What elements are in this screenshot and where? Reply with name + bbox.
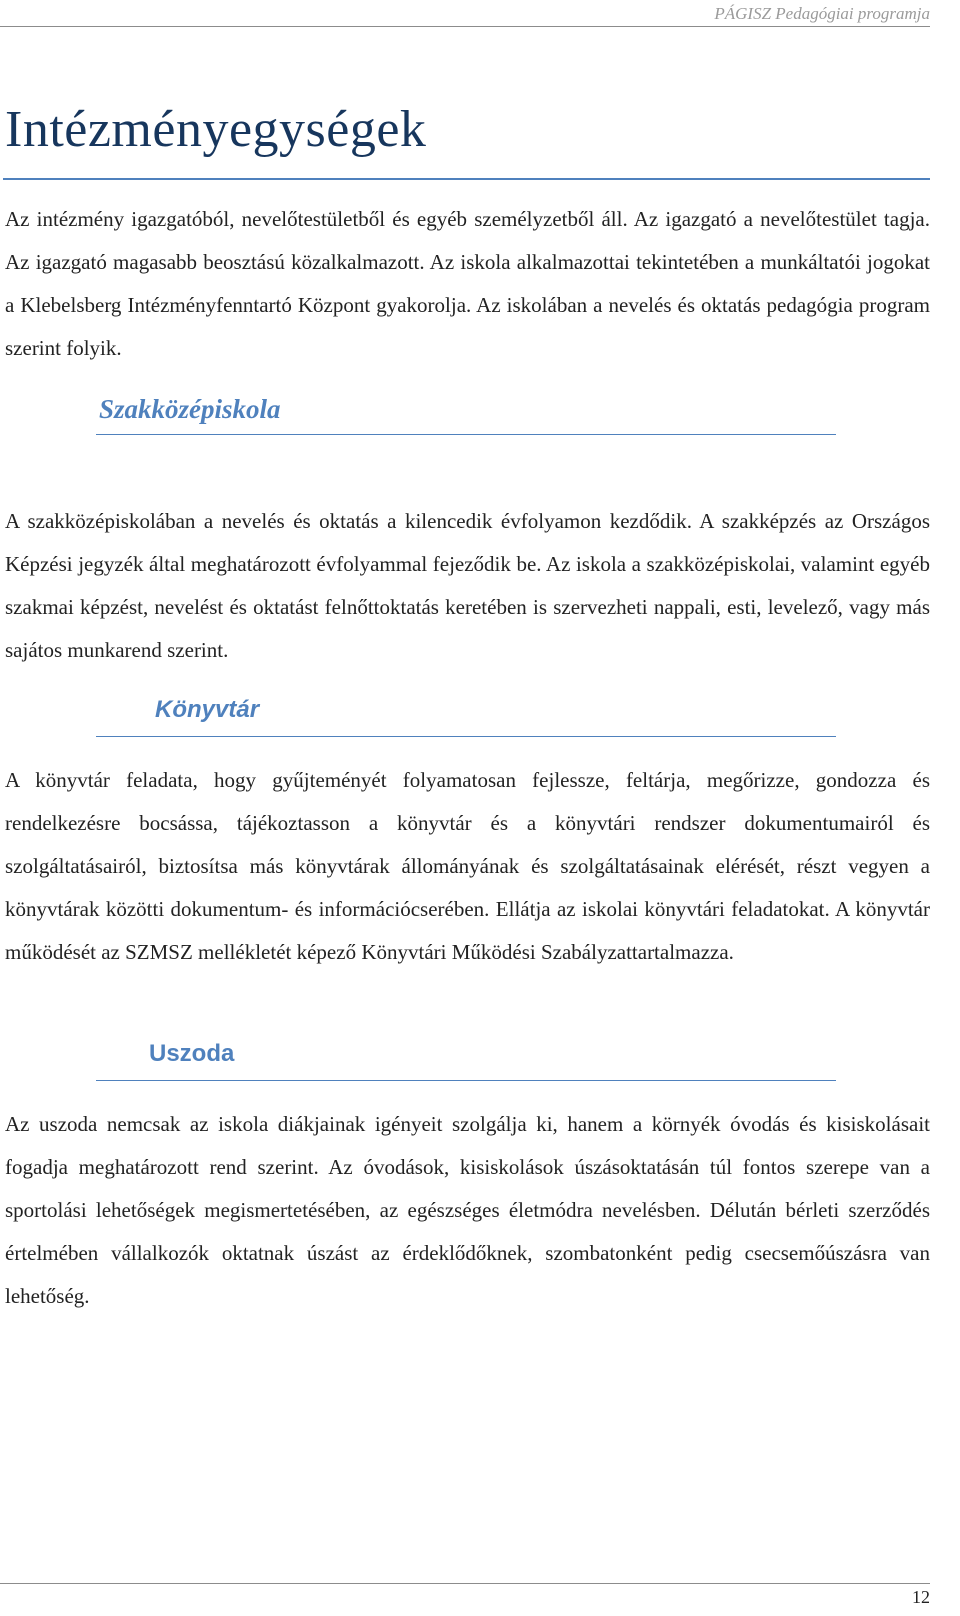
section-heading-konyvtar: Könyvtár bbox=[155, 696, 260, 723]
footer-rule bbox=[0, 1583, 930, 1584]
running-header: PÁGISZ Pedagógiai programja bbox=[714, 4, 930, 23]
section-rule bbox=[96, 736, 836, 737]
section-paragraph-konyvtar: A könyvtár feladata, hogy gyűjteményét folyamatosan fejlessze, feltárja, megőrizze, gondozza és rendelkezésre bocsássa, tájékoztasson a könyvtár és a könyvtári rendszer dokumentumairól és szolgáltatásairól, biztosítsa más könyvtárak állományának és szolgáltatásainak elérését, részt vegyen a könyvtárak közötti dokumentum- és információcserében. Ellátja az iskolai könyvtári feladatokat. A könyvtár működését az SZMSZ mellékletét képező Könyvtári Működési Szabályzattartalmazza. bbox=[5, 768, 930, 964]
intro-paragraph: Az intézmény igazgatóból, nevelőtestületből és egyéb személyzetből áll. Az igazgató a nevelőtestület tagja. Az igazgató magasabb beosztású közalkalmazott. Az iskola alkalmazottai tekintetében a munkáltatói jogokat a Klebelsberg Intézményfenntartó Központ gyakorolja. Az iskolában a nevelés és oktatás pedagógia program szerint folyik. bbox=[5, 207, 930, 360]
section-rule bbox=[96, 434, 836, 435]
title-rule bbox=[3, 178, 930, 180]
header-rule bbox=[0, 26, 930, 27]
section-heading-uszoda: Uszoda bbox=[149, 1040, 235, 1067]
page-title: Intézményegységek bbox=[5, 101, 427, 158]
section-heading-szakkozepiskola: Szakközépiskola bbox=[99, 394, 281, 424]
page-number: 12 bbox=[912, 1587, 930, 1607]
section-paragraph-szakkozepiskola: A szakközépiskolában a nevelés és oktatás a kilencedik évfolyamon kezdődik. A szakképzés az Országos Képzési jegyzék által meghatározott évfolyammal fejeződik be. Az iskola a szakközépiskolai, valamint egyéb szakmai képzést, nevelést és oktatást felnőttoktatás keretében is szervezheti nappali, esti, levelező, vagy más sajátos munkarend szerint. bbox=[5, 509, 930, 662]
section-rule bbox=[96, 1080, 836, 1081]
section-paragraph-uszoda: Az uszoda nemcsak az iskola diákjainak igényeit szolgálja ki, hanem a környék óvodás és kisiskolásait fogadja meghatározott rend szerint. Az óvodások, kisiskolások úszásoktatásán túl fontos szerepe van a sportolási lehetőségek megismertetésében, az egészséges életmódra nevelésben. Délután bérleti szerződés értelmében vállalkozók oktatnak úszást az érdeklődőknek, szombatonként pedig csecsemőúszásra van lehetőség. bbox=[5, 1112, 930, 1308]
